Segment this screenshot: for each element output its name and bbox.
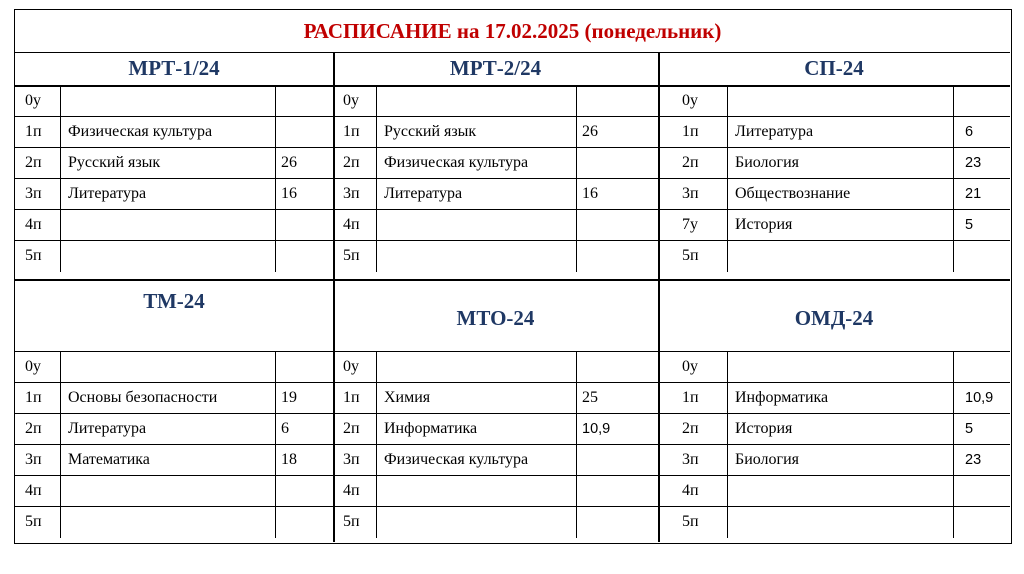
row-divider [15,240,333,241]
lesson-number: 5п [682,247,699,264]
lesson-subject: Литература [735,122,814,140]
column-divider [275,351,276,538]
lesson-number: 1п [682,122,699,140]
lesson-subject: Русский язык [384,122,477,140]
row-divider [333,506,658,507]
lesson-number: 2п [682,419,699,437]
column-divider [60,85,61,272]
band-divider [15,279,1010,281]
lesson-number: 3п [343,184,360,202]
lesson-subject: Физическая культура [384,153,529,171]
lesson-number: 5п [682,513,699,530]
lesson-subject: Информатика [384,419,478,437]
group-name: МТО-24 [456,305,535,330]
row-divider [658,240,1010,241]
column-divider [60,351,61,538]
lesson-room: 25 [582,388,598,406]
lesson-number: 5п [25,247,42,264]
row-divider [333,382,658,383]
lesson-room: 6 [281,419,289,437]
lesson-subject: Обществознание [735,184,851,202]
row-divider [658,475,1010,476]
lesson-number: 2п [25,419,42,437]
schedule-table [14,9,1012,544]
lesson-number: 0у [343,91,359,109]
row-divider [658,382,1010,383]
lesson-number: 1п [682,388,699,406]
lesson-subject: История [735,215,793,233]
lesson-number: 1п [25,122,42,140]
lesson-subject: Литература [68,419,147,437]
group-header-divider [333,351,658,352]
lesson-number: 5п [25,513,42,530]
lesson-number: 1п [343,122,360,140]
lesson-subject: Физическая культура [384,450,529,468]
lesson-room: 5 [965,420,974,437]
group-header-divider [15,351,333,352]
column-divider [727,351,728,538]
lesson-subject: Биология [735,153,800,171]
lesson-number: 4п [25,215,42,233]
lesson-number: 0у [25,91,41,109]
row-divider [333,240,658,241]
lesson-number: 0у [682,91,698,109]
row-divider [658,413,1010,414]
lesson-number: 5п [343,513,360,530]
column-divider [576,85,577,272]
lesson-number: 0у [25,357,41,375]
lesson-number: 3п [682,450,699,468]
row-divider [15,475,333,476]
row-divider [658,209,1010,210]
lesson-number: 3п [343,450,360,468]
column-divider [376,351,377,538]
lesson-number: 5п [343,247,360,264]
lesson-number: 4п [343,215,360,233]
row-divider [15,209,333,210]
lesson-room: 16 [281,184,297,202]
block-divider [333,52,335,542]
lesson-room: 6 [965,123,974,140]
lesson-subject: Русский язык [68,153,161,171]
lesson-room: 26 [281,153,297,171]
group-name: ОМД-24 [794,305,874,330]
group-name: СП-24 [804,56,864,80]
group-header-divider [15,85,333,87]
column-divider [953,85,954,272]
group-name: МРТ-1/24 [128,56,220,80]
schedule-title: РАСПИСАНИЕ на 17.02.2025 (понедельник) [15,10,1010,53]
row-divider [333,116,658,117]
lesson-room: 23 [965,154,982,171]
lesson-number: 2п [343,153,360,171]
lesson-number: 1п [25,388,42,406]
column-divider [376,85,377,272]
lesson-subject: Математика [68,450,150,468]
row-divider [333,178,658,179]
lesson-room: 10,9 [582,420,611,437]
group-header-divider [658,85,1010,87]
lesson-room: 21 [965,185,982,202]
row-divider [658,444,1010,445]
lesson-number: 7у [682,215,698,233]
lesson-subject: Основы безопасности [68,388,218,406]
row-divider [658,506,1010,507]
group-header-divider [333,85,658,87]
row-divider [658,116,1010,117]
lesson-number: 4п [343,481,360,499]
lesson-room: 18 [281,450,297,468]
lesson-number: 0у [343,357,359,375]
row-divider [333,209,658,210]
group-header-divider [658,351,1010,352]
lesson-number: 2п [682,153,699,171]
lesson-subject: Информатика [735,388,829,406]
row-divider [658,147,1010,148]
column-divider [727,85,728,272]
lesson-number: 1п [343,388,360,406]
lesson-number: 2п [25,153,42,171]
lesson-subject: Литература [384,184,463,202]
lesson-room: 19 [281,388,297,406]
lesson-room: 26 [582,122,598,140]
column-divider [576,351,577,538]
lesson-room: 23 [965,451,982,468]
lesson-number: 3п [25,450,42,468]
lesson-subject: Физическая культура [68,122,213,140]
lesson-number: 0у [682,357,698,375]
lesson-subject: Химия [384,388,431,406]
group-name: МРТ-2/24 [449,56,542,80]
row-divider [333,475,658,476]
group-name: ТМ-24 [143,289,205,313]
lesson-room: 10,9 [965,389,994,406]
lesson-subject: История [735,419,793,437]
column-divider [953,351,954,538]
lesson-number: 3п [682,184,699,202]
lesson-number: 2п [343,419,360,437]
lesson-subject: Литература [68,184,147,202]
lesson-number: 4п [25,481,42,499]
row-divider [15,506,333,507]
column-divider [275,85,276,272]
lesson-number: 4п [682,481,699,499]
lesson-room: 16 [582,184,598,202]
lesson-room: 5 [965,216,974,233]
block-divider [658,52,660,542]
lesson-number: 3п [25,184,42,202]
lesson-subject: Биология [735,450,800,468]
